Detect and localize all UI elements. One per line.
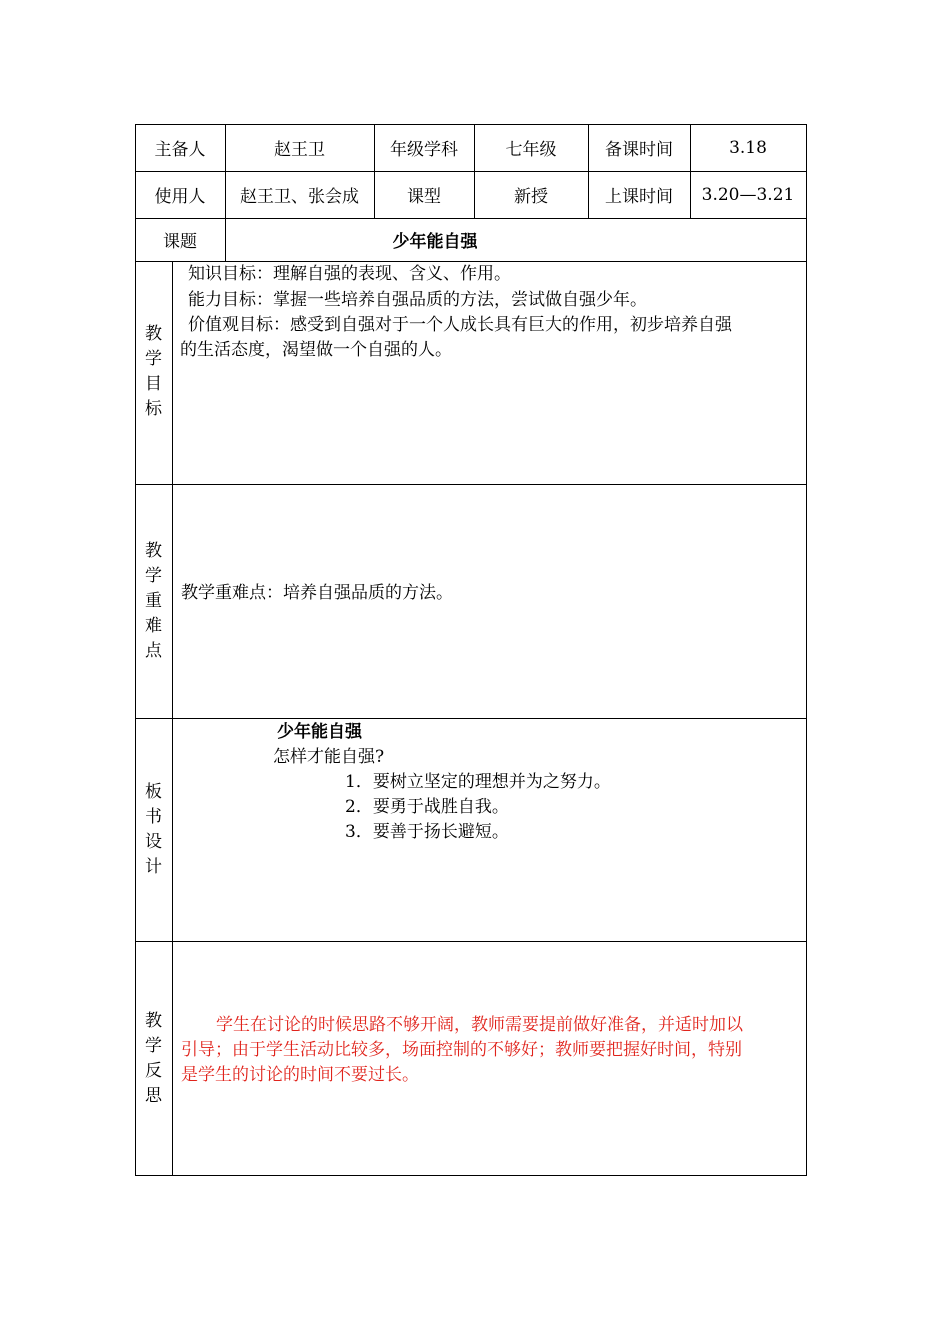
prep-time-value: 3.18	[729, 137, 767, 158]
user-label: 使用人	[154, 187, 206, 207]
user-value: 赵王卫、张会成	[240, 187, 359, 207]
objectives-label-char: 标	[145, 399, 162, 419]
grade-subject-label: 年级学科	[390, 140, 458, 160]
key-points-text: 教学重难点：培养自强品质的方法。	[181, 583, 453, 603]
reflection-label-char: 教	[145, 1011, 162, 1031]
key-points-label-char: 学	[145, 566, 162, 586]
objectives-label	[135, 322, 172, 422]
reflection-line: 学生在讨论的时候思路不够开阔，教师需要提前做好准备，并适时加以	[216, 1015, 743, 1035]
key-points-label-char: 点	[145, 641, 162, 661]
board-question: 怎样才能自强?	[273, 747, 385, 767]
objective-value: 价值观目标：感受到自强对于一个人成长具有巨大的作用，初步培养自强	[188, 315, 732, 335]
prep-time-label: 备课时间	[605, 140, 673, 160]
objectives-label-char: 教	[145, 324, 162, 344]
key-points-label-char: 重	[145, 591, 162, 611]
board-item: 2．要勇于战胜自我。	[345, 797, 509, 817]
grade-subject-value: 七年级	[505, 140, 557, 160]
lesson-type-value: 新授	[514, 187, 548, 207]
objective-knowledge: 知识目标：理解自强的表现、含义、作用。	[188, 264, 511, 284]
table-border	[806, 124, 807, 1176]
objectives-label-char: 目	[145, 374, 162, 394]
reflection-label-char: 学	[145, 1036, 162, 1056]
reflection-label-char: 思	[145, 1086, 162, 1106]
board-item: 3．要善于扬长避短。	[345, 822, 509, 842]
table-border	[135, 718, 807, 719]
key-points-label	[135, 539, 172, 664]
board-label	[135, 780, 172, 880]
topic-label: 课题	[163, 232, 197, 252]
board-label-char: 板	[145, 782, 162, 802]
table-border	[172, 261, 173, 1176]
table-border	[135, 1175, 807, 1176]
board-label-char: 书	[145, 807, 162, 827]
key-points-label-char: 教	[145, 541, 162, 561]
topic-value: 少年能自强	[392, 232, 478, 252]
board-label-char: 计	[145, 857, 162, 877]
board-label-char: 设	[145, 832, 162, 852]
board-item: 1．要树立坚定的理想并为之努力。	[345, 772, 611, 792]
preparer-label: 主备人	[154, 140, 206, 160]
board-title: 少年能自强	[277, 722, 362, 742]
lesson-type-label: 课型	[407, 187, 441, 207]
reflection-label	[135, 1009, 172, 1109]
objective-ability: 能力目标：掌握一些培养自强品质的方法，尝试做自强少年。	[188, 290, 647, 310]
class-time-value: 3.20—3.21	[701, 184, 795, 205]
class-time-label: 上课时间	[605, 187, 673, 207]
key-points-label-char: 难	[145, 616, 162, 636]
reflection-line: 是学生的讨论的时间不要过长。	[181, 1065, 419, 1085]
table-border	[135, 941, 807, 942]
preparer-value: 赵王卫	[274, 140, 325, 160]
objective-value-cont: 的生活态度，渴望做一个自强的人。	[180, 340, 452, 360]
objectives-label-char: 学	[145, 349, 162, 369]
reflection-line: 引导；由于学生活动比较多，场面控制的不够好；教师要把握好时间，特别	[181, 1040, 742, 1060]
reflection-label-char: 反	[145, 1061, 162, 1081]
table-border	[135, 484, 807, 485]
